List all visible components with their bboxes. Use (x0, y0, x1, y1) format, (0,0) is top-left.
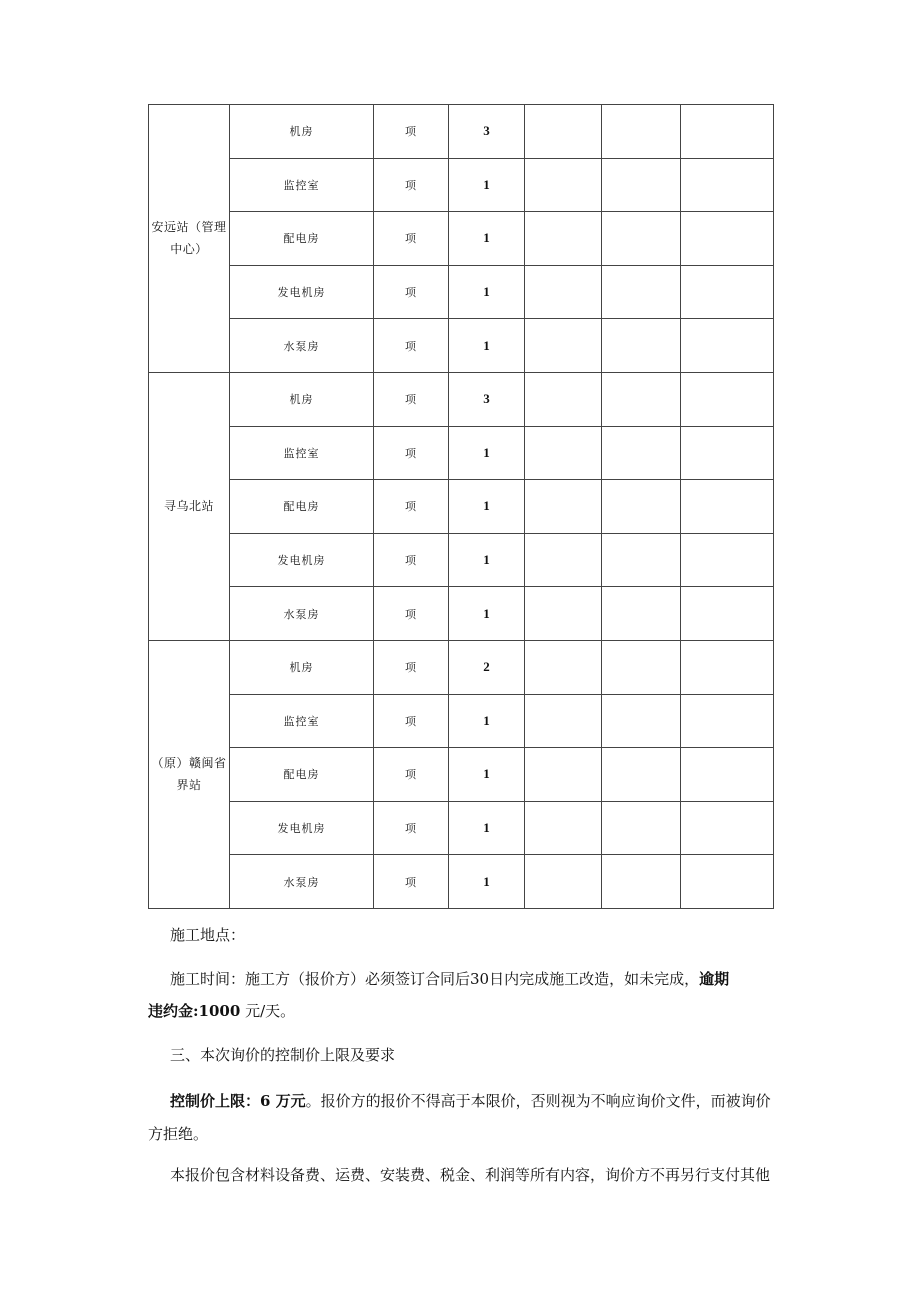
blank-cell (681, 480, 774, 534)
blank-cell (602, 855, 681, 909)
blank-cell (681, 105, 774, 159)
scope-text: 本报价包含材料设备费、运费、安装费、税金、利润等所有内容，询价方不再另行支付其他 (170, 1166, 771, 1184)
scope-line-1 (170, 1165, 770, 1185)
blank-cell (525, 372, 602, 426)
table-row (149, 265, 774, 319)
unit-cell: 项 (374, 319, 449, 373)
blank-cell (525, 748, 602, 802)
room-name: 水泵房 (230, 319, 374, 373)
blank-cell (681, 533, 774, 587)
blank-cell (525, 640, 602, 694)
quantity-cell: 1 (449, 212, 525, 266)
control-text: 。报价方的报价不得高于本限价，否则视为不响应询价文件，而被询价 (305, 1092, 771, 1110)
quantity-cell: 1 (449, 158, 525, 212)
table-row (149, 640, 774, 694)
table-row (149, 158, 774, 212)
unit-cell: 项 (374, 158, 449, 212)
blank-cell (525, 855, 602, 909)
blank-cell (602, 801, 681, 855)
unit-cell: 项 (374, 480, 449, 534)
station-name: （原）赣闽省界站 (149, 640, 230, 908)
blank-cell (602, 319, 681, 373)
blank-cell (681, 212, 774, 266)
room-name: 监控室 (230, 694, 374, 748)
blank-cell (681, 265, 774, 319)
control-line-1 (170, 1091, 771, 1111)
quantity-cell: 1 (449, 748, 525, 802)
blank-cell (602, 265, 681, 319)
blank-cell (525, 480, 602, 534)
quantity-cell: 1 (449, 319, 525, 373)
table-row (149, 319, 774, 373)
blank-cell (681, 694, 774, 748)
blank-cell (525, 694, 602, 748)
room-name: 配电房 (230, 748, 374, 802)
blank-cell (681, 855, 774, 909)
quantity-cell: 1 (449, 265, 525, 319)
room-name: 水泵房 (230, 587, 374, 641)
room-name: 发电机房 (230, 533, 374, 587)
blank-cell (602, 372, 681, 426)
quantity-cell: 1 (449, 587, 525, 641)
table-row (149, 105, 774, 159)
blank-cell (602, 158, 681, 212)
quantity-cell: 1 (449, 533, 525, 587)
blank-cell (525, 158, 602, 212)
blank-cell (681, 372, 774, 426)
unit-cell: 项 (374, 533, 449, 587)
blank-cell (602, 212, 681, 266)
time-line-1 (170, 969, 729, 989)
quantity-cell: 1 (449, 855, 525, 909)
quantity-cell: 1 (449, 694, 525, 748)
blank-cell (525, 533, 602, 587)
station-name: 安远站（管理中心） (149, 105, 230, 373)
station-name: 寻乌北站 (149, 372, 230, 640)
time-text: 施工时间：施工方（报价方）必须签订合同后30日内完成施工改造，如未完成， (170, 970, 700, 988)
blank-cell (602, 533, 681, 587)
quantity-cell: 1 (449, 801, 525, 855)
time-line-2 (148, 1001, 295, 1021)
unit-cell: 项 (374, 748, 449, 802)
blank-cell (525, 801, 602, 855)
blank-cell (525, 319, 602, 373)
blank-cell (525, 265, 602, 319)
room-name: 配电房 (230, 480, 374, 534)
section-3-title: 三、本次询价的控制价上限及要求 (170, 1046, 396, 1064)
unit-cell: 项 (374, 372, 449, 426)
control-price-cap: 控制价上限：6 万元 (170, 1092, 306, 1110)
blank-cell (602, 748, 681, 802)
table-row (149, 855, 774, 909)
unit-cell: 项 (374, 855, 449, 909)
table-row (149, 480, 774, 534)
room-name: 配电房 (230, 212, 374, 266)
unit-cell: 项 (374, 426, 449, 480)
room-name: 机房 (230, 640, 374, 694)
quantity-cell: 3 (449, 372, 525, 426)
blank-cell (681, 319, 774, 373)
blank-cell (681, 426, 774, 480)
blank-cell (602, 587, 681, 641)
table-row (149, 801, 774, 855)
table-row (149, 533, 774, 587)
room-name: 发电机房 (230, 801, 374, 855)
blank-cell (602, 640, 681, 694)
table-row (149, 587, 774, 641)
blank-cell (681, 801, 774, 855)
unit-cell: 项 (374, 265, 449, 319)
table-row (149, 212, 774, 266)
table-row (149, 426, 774, 480)
blank-cell (525, 105, 602, 159)
blank-cell (525, 426, 602, 480)
time-overdue: 逾期 (699, 970, 730, 988)
blank-cell (602, 105, 681, 159)
unit-cell: 项 (374, 640, 449, 694)
unit-cell: 项 (374, 694, 449, 748)
blank-cell (525, 212, 602, 266)
room-name: 机房 (230, 105, 374, 159)
control-text-cont: 方拒绝。 (148, 1125, 209, 1143)
quantity-cell: 1 (449, 480, 525, 534)
room-name: 监控室 (230, 426, 374, 480)
room-name: 监控室 (230, 158, 374, 212)
section-heading (170, 1045, 395, 1065)
unit-cell: 项 (374, 587, 449, 641)
blank-cell (681, 640, 774, 694)
equipment-room-table (148, 104, 774, 909)
table-body (149, 105, 774, 909)
blank-cell (602, 480, 681, 534)
blank-cell (602, 694, 681, 748)
table-row (149, 748, 774, 802)
table-row (149, 372, 774, 426)
room-name: 发电机房 (230, 265, 374, 319)
blank-cell (681, 748, 774, 802)
blank-cell (525, 587, 602, 641)
room-name: 机房 (230, 372, 374, 426)
penalty-unit: 元/天。 (240, 1002, 296, 1020)
control-line-2 (148, 1124, 208, 1144)
site-line (170, 925, 245, 945)
blank-cell (681, 158, 774, 212)
unit-cell: 项 (374, 212, 449, 266)
unit-cell: 项 (374, 801, 449, 855)
quantity-cell: 1 (449, 426, 525, 480)
penalty-amount: 违约金:1000 (148, 1002, 241, 1020)
site-label: 施工地点： (170, 926, 246, 944)
table-row (149, 694, 774, 748)
quantity-cell: 2 (449, 640, 525, 694)
room-name: 水泵房 (230, 855, 374, 909)
blank-cell (681, 587, 774, 641)
quantity-cell: 3 (449, 105, 525, 159)
blank-cell (602, 426, 681, 480)
unit-cell: 项 (374, 105, 449, 159)
